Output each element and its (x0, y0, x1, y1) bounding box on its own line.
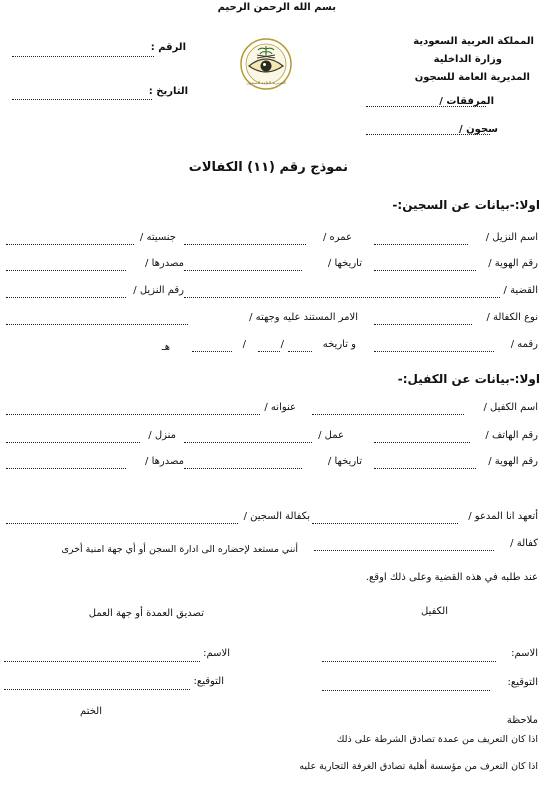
guarantor-sig-name-label: الاسم: (511, 648, 538, 659)
prisoner-id-source-label: مصدرها / (145, 258, 184, 269)
endorsement-heading: تصديق العمدة أو جهة العمل (88, 608, 204, 619)
guarantor-phone-field[interactable] (374, 442, 470, 443)
guarantor-signature-heading: الكفيل (421, 606, 448, 617)
guarantor-home-field[interactable] (6, 442, 140, 443)
request-text: عند طلبه في هذه القضية وعلى ذلك اوقع. (365, 572, 538, 583)
guarantor-id-date-label: تاريخها / (327, 456, 362, 467)
prisoner-nationality-field[interactable] (6, 244, 134, 245)
ministry-name: وزارة الداخلية (433, 54, 502, 65)
guarantor-signature-field[interactable] (322, 690, 490, 691)
endorsement-name-label: الاسم: (203, 648, 230, 659)
order-date-slash-1: / (280, 339, 284, 350)
guarantor-name-field[interactable] (312, 414, 464, 415)
guarantor-address-field[interactable] (6, 414, 260, 415)
attachments-label: المرفقات / (439, 96, 494, 107)
guarantor-name-label: اسم الكفيل / (483, 402, 538, 413)
prisoner-name-field[interactable] (374, 244, 468, 245)
section-guarantor-heading: اولا:-بيانات عن الكفيل:- (397, 372, 540, 386)
order-date-year-field[interactable] (288, 351, 312, 352)
prisons-emblem-icon (240, 38, 292, 90)
note-line-2: اذا كان التعرف من مؤسسة أهلية تصادق الغرفة التجارية عليه (299, 761, 538, 772)
order-date-label: و تاريخه (322, 339, 356, 350)
order-number-field[interactable] (374, 351, 494, 352)
guarantor-work-label: عمل / (318, 430, 344, 441)
basmala: بسم الله الرحمن الرحيم (217, 2, 336, 13)
note-line-1: اذا كان التعريف من عمدة تصادق الشرطة على ذلك (336, 734, 538, 745)
prisoner-bail-label: بكفالة السجين / (243, 511, 310, 522)
prisoner-id-source-field[interactable] (6, 270, 126, 271)
emblem-pupil-light (263, 63, 266, 66)
form-title: نموذج رقم (١١) الكفالات (188, 160, 348, 175)
emblem-pupil (261, 61, 272, 72)
guarantor-phone-label: رقم الهاتف / (485, 430, 538, 441)
pledge-name-field[interactable] (312, 523, 458, 524)
prisoner-case-label: القضية / (503, 285, 538, 296)
guarantor-sig-name-field[interactable] (322, 661, 496, 662)
prisoner-age-field[interactable] (184, 244, 306, 245)
number-field[interactable] (12, 56, 154, 57)
prisoner-id-label: رقم الهوية / (488, 258, 538, 269)
prisoner-id-date-field[interactable] (184, 270, 302, 271)
directorate-name: المديرية العامة للسجون (414, 72, 530, 83)
guarantor-signature-label: التوقيع: (507, 677, 538, 688)
prisoner-case-field[interactable] (184, 297, 500, 298)
endorsement-signature-field[interactable] (4, 689, 190, 690)
hijri-suffix: هـ (161, 342, 170, 353)
prisoner-inmate-no-label: رقم النزيل / (133, 285, 184, 296)
endorsement-signature-label: التوقيع: (193, 676, 224, 687)
order-basis-field[interactable] (6, 324, 188, 325)
pledge-label: أتعهد انا المدعو / (468, 511, 538, 522)
prisoner-age-label: عمره / (322, 232, 352, 243)
notes-heading: ملاحظة (506, 715, 538, 726)
date-field[interactable] (12, 99, 152, 100)
order-date-day-field[interactable] (192, 351, 232, 352)
prisoner-id-field[interactable] (374, 270, 476, 271)
prisoner-name-label: اسم النزيل / (485, 232, 538, 243)
guarantor-address-label: عنوانه / (264, 402, 296, 413)
order-basis-label: الامر المستند عليه وجهته / (249, 312, 358, 323)
prisons-label: سجون / (459, 124, 498, 135)
order-date-slash-2: / (242, 339, 246, 350)
kingdom-name: المملكة العربية السعودية (413, 36, 534, 47)
section-prisoner-heading: اولا:-بيانات عن السجين:- (392, 198, 540, 212)
guarantor-work-field[interactable] (184, 442, 312, 443)
guarantor-id-field[interactable] (374, 468, 476, 469)
prisoner-nationality-label: جنسيته / (139, 232, 176, 243)
guarantor-id-source-label: مصدرها / (145, 456, 184, 467)
emblem-caption: المديرية العامة للسجون (246, 80, 286, 85)
order-date-month-field[interactable] (258, 351, 280, 352)
prisoner-id-date-label: تاريخها / (327, 258, 362, 269)
prisoner-inmate-no-field[interactable] (6, 297, 126, 298)
endorsement-name-field[interactable] (4, 661, 200, 662)
bail-type-field[interactable] (374, 324, 472, 325)
bail-label: كفالة / (510, 538, 538, 549)
pledge-text: أنني مستعد لإحضاره الى ادارة السجن أو أي جهة امنية أخرى (61, 544, 298, 555)
guarantor-id-date-field[interactable] (184, 468, 302, 469)
prisoner-bail-field[interactable] (6, 523, 238, 524)
guarantor-id-label: رقم الهوية / (488, 456, 538, 467)
guarantor-home-label: منزل / (148, 430, 176, 441)
order-number-label: رقمه / (510, 339, 538, 350)
number-label: الرقم : (150, 42, 186, 53)
bail-amount-field[interactable] (314, 550, 494, 551)
guarantor-id-source-field[interactable] (6, 468, 126, 469)
date-label: التاريخ : (148, 86, 188, 97)
seal-label: الختم (80, 706, 102, 717)
prisons-field[interactable] (366, 134, 490, 135)
bail-type-label: نوع الكفالة / (486, 312, 538, 323)
attachments-field[interactable] (366, 106, 486, 107)
